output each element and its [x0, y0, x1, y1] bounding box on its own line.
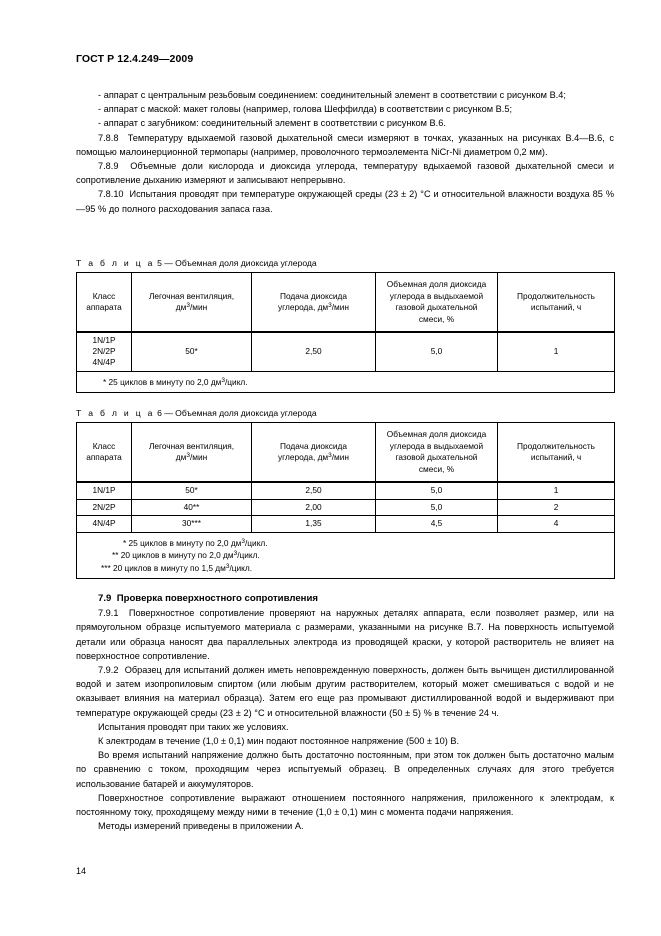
table-row [77, 332, 615, 371]
cell-co2-supply: 2,00 [252, 499, 376, 516]
paragraph: Испытания проводят при таких же условиях. [98, 721, 289, 732]
col-header-co2-supply: Подача диоксида углерода, $дм^3$/мин [252, 423, 376, 483]
col-header-ventilation: Легочная вентиляция, $дм^3$/мин [132, 423, 252, 483]
clause-text: Температуру вдыхаемой газовой дыхательной смеси измеряют в точках, указанных на рисунках В.4—В.6, с помощью малоинерционной термопары (например, проволочного термоэлемента NiCr-Ni диаметром 0,2 мм). [76, 132, 614, 157]
cell-duration: 2 [498, 499, 615, 516]
table-5-block [76, 258, 614, 393]
table-caption-label: Т а б л и ц а [76, 408, 155, 418]
table-caption-number: 6 [157, 408, 165, 418]
cell-co2-fraction: 5,0 [376, 332, 498, 371]
table-row [77, 516, 615, 533]
cell-ventilation: 40** [132, 499, 252, 516]
clause-text: Испытания проводят при температуре окружающей среды (23 ± 2) °С и относительной влажности воздуха 85 %—95 % до полного расходования запаса газа. [76, 189, 614, 214]
clause-text: Образец для испытаний должен иметь неповрежденную поверхность, должен быть вычищен дистиллированной водой и затем изопропиловым спиртом (или любым другим растворителем, который может смешиваться с водой и не оказывает влияния на материал образца). Затем его еще раз промывают дистиллированной водой и выдерживают при температуре окружающей среды (23 ± 2) °С и относительной влажности (50 ± 5) % в течение 24 ч. [76, 665, 614, 718]
clause-text: Объемные доли кислорода и диоксида углерода, температуру вдыхаемой газовой дыхательной смеси и сопротивление дыханию измеряют и записывают непрерывно. [76, 161, 614, 186]
table-caption-number: 5 [157, 258, 165, 268]
cell-co2-fraction: 5,0 [376, 482, 498, 499]
clause-number: 7.8.10 [98, 189, 124, 200]
page-number: 14 [76, 866, 87, 876]
cell-duration: 4 [498, 516, 615, 533]
clause-text: Поверхностное сопротивление проверяют на наружных деталях аппарата, если позволяет размер, или на прямоугольном образце испытуемого материала с размерами, указанными на рисунке В.7. На поверхность испытуемой детали или образца наносят два параллельных электрода из проводящей краски, у которой растворитель не влияет на поверхностное сопротивление. [76, 608, 614, 661]
table-caption-label: Т а б л и ц а [76, 258, 155, 268]
cell-class: 4N/4P [77, 516, 132, 533]
clause-7-8-8 [76, 131, 614, 159]
paragraph: К электродам в течение (1,0 ± 0,1) мин подают постоянное напряжение (500 ± 10) В. [98, 736, 459, 747]
cell-duration: 1 [498, 332, 615, 371]
section-number: 7.9 [98, 593, 112, 604]
col-header-class: Класс аппарата [77, 273, 132, 333]
section-heading [76, 592, 614, 606]
bullet-item: - аппарат с центральным резьбовым соединением: соединительный элемент в соответствии с рисунком В.4; [98, 90, 566, 100]
clause-7-8-10 [76, 187, 614, 215]
table-5 [76, 272, 615, 393]
page-header: ГОСТ Р 12.4.249—2009 [76, 53, 194, 65]
table-footnotes [77, 532, 615, 579]
table-6 [76, 422, 615, 579]
clause-gap [118, 161, 130, 171]
cell-ventilation: 50* [132, 482, 252, 499]
clause-7-8-9 [76, 159, 614, 187]
cell-class: 2N/2P [77, 499, 132, 516]
col-header-class: Класс аппарата [77, 423, 132, 483]
cell-co2-supply: 2,50 [252, 332, 376, 371]
col-header-co2-supply: Подача диоксида углерода, $дм^3$/мин [252, 273, 376, 333]
table-6-block [76, 408, 614, 579]
table-caption-title: — Объемная доля диоксида углерода [164, 258, 317, 268]
clause-number: 7.8.9 [98, 161, 119, 172]
section-title: Проверка поверхностного сопротивления [116, 593, 318, 604]
col-header-duration: Продолжительность испытаний, ч [498, 423, 615, 483]
table-footnote: ** 20 циклов в минуту по 2,0 $дм^3$/цикл. [112, 550, 260, 561]
col-header-duration: Продолжительность испытаний, ч [498, 273, 615, 333]
table-footnote: * 25 циклов в минуту по 2,0 $дм^3$/цикл. [123, 537, 268, 548]
cell-co2-supply: 1,35 [252, 516, 376, 533]
clause-7-9-1 [76, 606, 614, 663]
section-7-9-block [76, 592, 614, 833]
col-header-ventilation: Легочная вентиляция, $дм^3$/мин [132, 273, 252, 333]
clause-number: 7.9.2 [98, 665, 119, 676]
cell-class: 1N/1P [77, 482, 132, 499]
table-6-caption [76, 408, 614, 418]
clause-number: 7.8.8 [98, 132, 119, 143]
table-row [77, 499, 615, 516]
table-footnote-row [77, 371, 615, 393]
clause-7-9-2 [76, 663, 614, 720]
clause-gap [118, 133, 127, 143]
table-header-row [77, 273, 615, 333]
table-5-caption [76, 258, 614, 268]
col-header-co2-fraction: Объемная доля диоксида углерода в выдыхаемой газовой дыхательной смеси, % [376, 273, 498, 333]
cell-class: 1N/1P 2N/2P 4N/4P [77, 332, 132, 371]
table-footnote: * 25 циклов в минуту по 2,0 $дм^3$/цикл. [77, 371, 615, 393]
bullet-item: - аппарат с загубником: соединительный элемент в соответствии с рисунком В.6. [98, 118, 446, 129]
paragraph: Методы измерений приведены в приложении А. [98, 821, 304, 832]
paragraph: Во время испытаний напряжение должно быть достаточно постоянным, при этом ток должен быть достаточно малым по сравнению с током, проходящим через испытуемый образец. В определенных случаях для этого требуется использование батарей и аккумуляторов. [76, 750, 614, 789]
table-header-row [77, 423, 615, 483]
cell-duration: 1 [498, 482, 615, 499]
cell-co2-supply: 2,50 [252, 482, 376, 499]
cell-ventilation: 50* [132, 332, 252, 371]
table-footnote: *** 20 циклов в минуту по 1,5 $дм^3$/цикл. [101, 562, 253, 573]
table-footnote-row [77, 532, 615, 579]
table-caption-title: — Объемная доля диоксида углерода [164, 408, 317, 418]
cell-ventilation: 30*** [132, 516, 252, 533]
clause-number: 7.9.1 [98, 608, 119, 619]
col-header-co2-fraction: Объемная доля диоксида углерода в выдыхаемой газовой дыхательной смеси, % [376, 423, 498, 483]
top-text-block [76, 88, 614, 216]
cell-co2-fraction: 5,0 [376, 499, 498, 516]
table-row [77, 482, 615, 499]
paragraph: Поверхностное сопротивление выражают отношением постоянного напряжения, приложенного к электродам, к постоянному току, проходящему между ними в течение (1,0 ± 0,1) мин с момента подачи напряжения. [76, 792, 614, 818]
cell-co2-fraction: 4,5 [376, 516, 498, 533]
bullet-item: - аппарат с маской: макет головы (например, голова Шеффилда) в соответствии с рисунком В.5; [98, 104, 513, 115]
